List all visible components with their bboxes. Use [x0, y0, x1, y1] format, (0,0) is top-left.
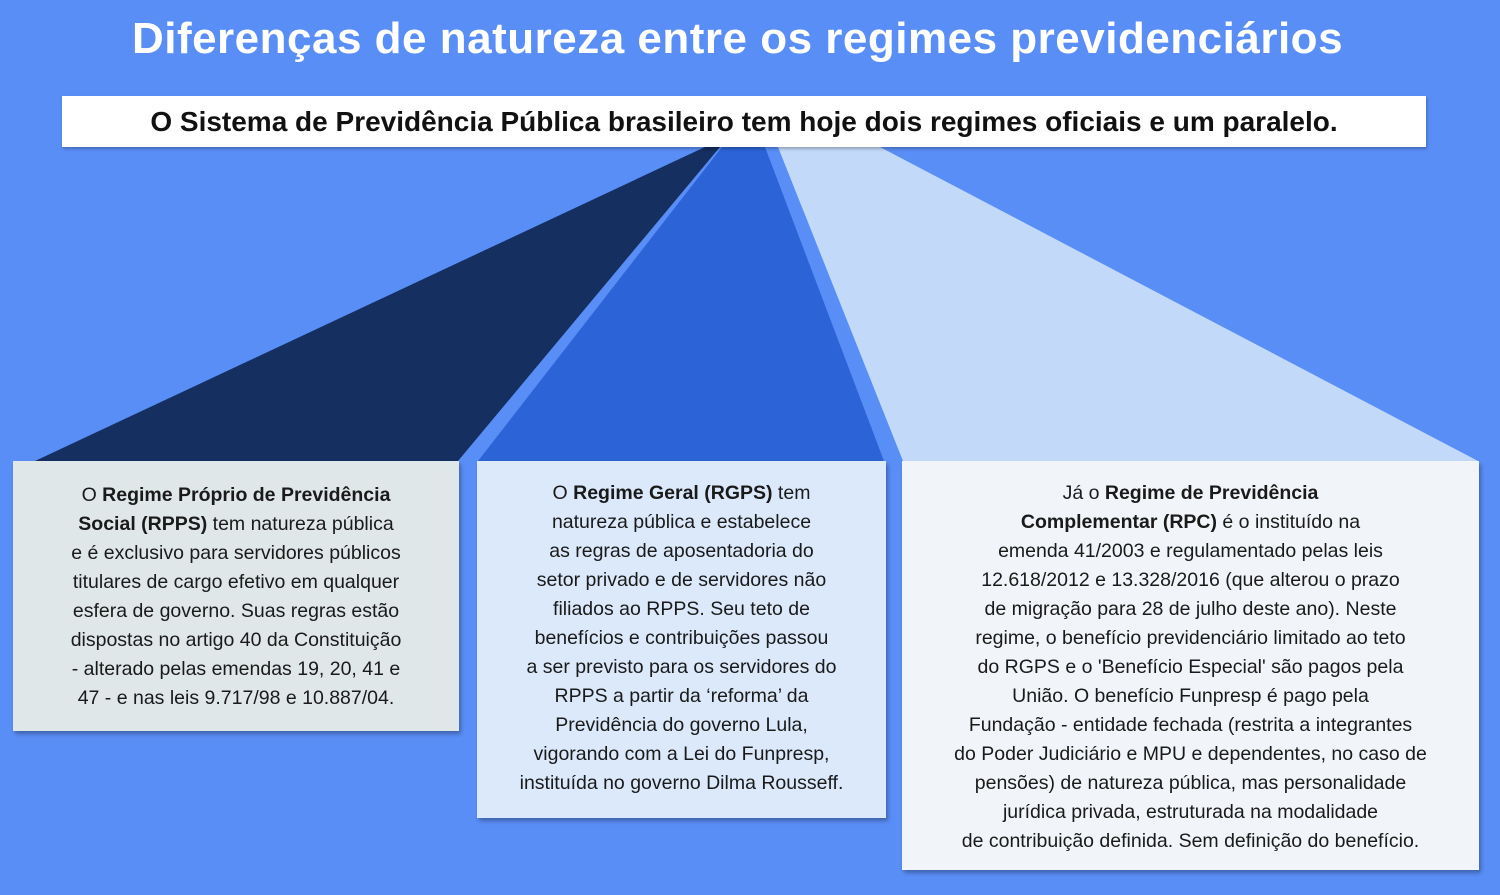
card-rpc-bold-1: Regime de Previdência — [1104, 482, 1319, 504]
card-rpc-text-line: regime, o benefício previdenciário limitado ao teto — [975, 627, 1406, 649]
card-rgps-text-line: vigorando com a Lei do Funpresp, — [533, 743, 830, 765]
card-rpps-bold-2: Social (RPPS) — [78, 513, 208, 535]
card-rgps-bold: Regime Geral (RGPS) — [573, 482, 773, 504]
card-rpps-after-bold: tem natureza pública — [207, 513, 394, 535]
card-rpc-text-line: emenda 41/2003 e regulamentado pelas leis — [998, 540, 1383, 562]
card-rgps-line-1 — [483, 479, 880, 508]
page-title: Diferenças de natureza entre os regimes previdenciários — [131, 14, 1344, 63]
card-rgps-text-line: natureza pública e estabelece — [551, 511, 812, 533]
card-rgps-text-line: RPPS a partir da ‘reforma’ da — [554, 685, 809, 707]
card-rgps-prefix: O — [552, 482, 574, 504]
card-rpps-bold-1: Regime Próprio de Previdência — [102, 484, 391, 506]
card-rpc-text-line: do Poder Judiciário e MPU e dependentes, no caso de — [954, 743, 1427, 765]
ray-rpc — [778, 147, 1478, 461]
card-rpc-bold-2: Complementar (RPC) — [1020, 511, 1217, 533]
subtitle-text: O Sistema de Previdência Pública brasileiro tem hoje dois regimes oficiais e um paralelo. — [150, 105, 1338, 137]
card-rpc-text-line: 12.618/2012 e 13.328/2016 (que alterou o prazo — [981, 569, 1400, 591]
card-rgps-text-line: benefícios e contribuições passou — [534, 627, 829, 649]
card-rpc-text-line: de contribuição definida. Sem definição do benefício. — [961, 830, 1420, 852]
card-rpps-text-line: - alterado pelas emendas 19, 20, 41 e — [71, 658, 401, 680]
card-rpc — [902, 461, 1479, 870]
card-rpc-text-line: União. O benefício Funpresp é pago pela — [1012, 685, 1369, 707]
card-rpc-text-line: de migração para 28 de julho deste ano). Neste — [984, 598, 1397, 620]
card-rpps-line-2 — [21, 510, 451, 539]
card-rpc-text-line: jurídica privada, estruturada na modalidade — [1002, 801, 1379, 823]
card-rpps — [13, 461, 459, 731]
card-rpps-text-line: titulares de cargo efetivo em qualquer — [72, 571, 400, 593]
card-rpc-after-bold: é o instituído na — [1217, 511, 1361, 533]
card-rgps-text-line: setor privado e de servidores não — [536, 569, 827, 591]
card-rpps-text-line: e é exclusivo para servidores públicos — [71, 542, 401, 564]
card-rgps-after-bold: tem — [772, 482, 811, 504]
card-rpc-text-line: pensões) de natureza pública, mas personalidade — [974, 772, 1407, 794]
card-rpc-line-2 — [908, 508, 1473, 537]
card-rgps-text-line: filiados ao RPPS. Seu teto de — [553, 598, 810, 620]
card-rgps-text-line: instituída no governo Dilma Rousseff. — [519, 772, 844, 794]
card-rpc-text-line: Fundação - entidade fechada (restrita a integrantes — [968, 714, 1413, 736]
card-rpc-line-1 — [908, 479, 1473, 508]
card-rpc-text-line: do RGPS e o 'Benefício Especial' são pagos pela — [977, 656, 1404, 678]
card-rpps-text-line: esfera de governo. Suas regras estão — [72, 600, 400, 622]
card-rpc-prefix: Já o — [1062, 482, 1105, 504]
card-rpps-prefix: O — [81, 484, 103, 506]
card-rpps-text-line: 47 - e nas leis 9.717/98 e 10.887/04. — [77, 687, 395, 709]
card-rgps-text-line: as regras de aposentadoria do — [549, 540, 814, 562]
card-rpps-text-line: dispostas no artigo 40 da Constituição — [70, 629, 402, 651]
card-rpps-line-1 — [21, 481, 451, 510]
card-rgps-text-line: a ser previsto para os servidores do — [526, 656, 837, 678]
card-rgps — [477, 461, 886, 818]
subtitle-box — [62, 96, 1426, 147]
card-rgps-text-line: Previdência do governo Lula, — [555, 714, 808, 736]
